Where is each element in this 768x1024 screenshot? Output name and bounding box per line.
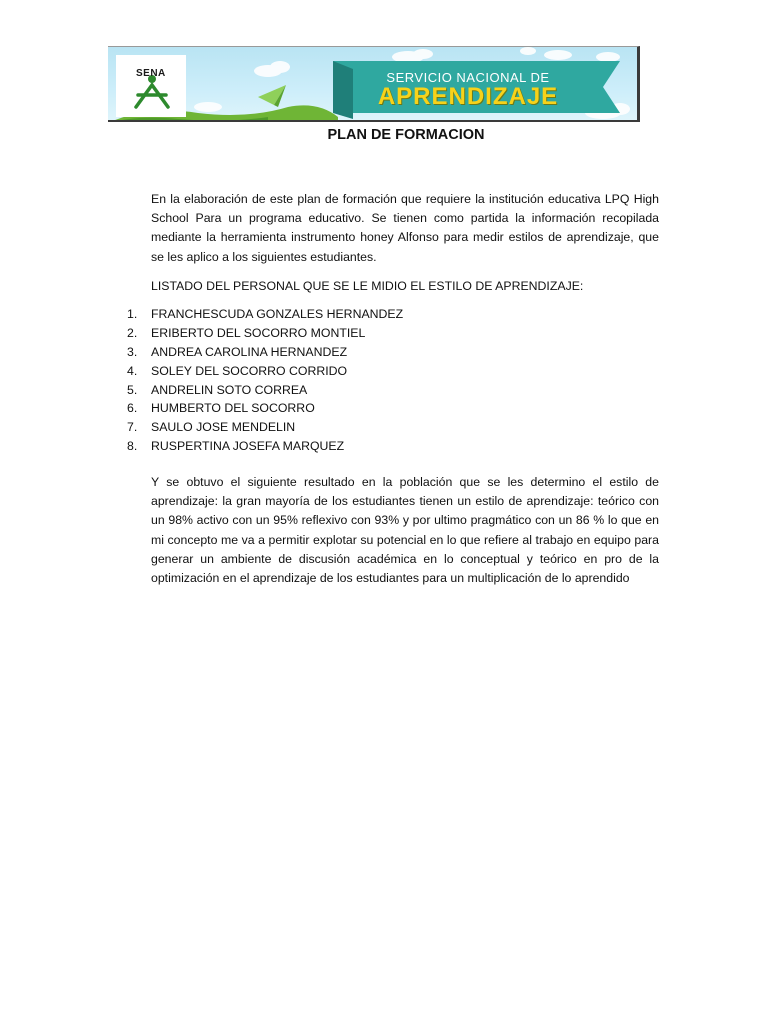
list-item	[127, 418, 403, 437]
list-item-number: 7.	[127, 420, 138, 435]
list-item-number: 2.	[127, 325, 138, 340]
intro-paragraph: En la elaboración de este plan de formación que requiere la institución educativa LPQ High School Para un programa educativo. Se tienen como partida la información recopilada mediante la herramienta instrumento honey Alfonso para medir estilos de aprendizaje, que se les aplico a los siguientes estudiantes.	[151, 192, 659, 264]
sena-banner	[108, 46, 640, 122]
student-name: FRANCHESCUDA GONZALES HERNANDEZ	[151, 307, 404, 321]
list-item	[127, 324, 403, 343]
list-item	[127, 399, 403, 418]
student-list	[127, 305, 403, 456]
list-item	[127, 305, 403, 324]
list-item	[127, 343, 403, 362]
list-item-number: 1.	[127, 307, 138, 321]
student-name: SAULO JOSE MENDELIN	[151, 420, 296, 435]
student-name: SOLEY DEL SOCORRO CORRIDO	[151, 363, 348, 378]
student-name: ANDRELIN SOTO CORREA	[151, 382, 308, 397]
list-item-number: 8.	[127, 439, 138, 454]
list-item-number: 3.	[127, 344, 138, 359]
list-item	[127, 437, 403, 456]
list-item	[127, 362, 403, 381]
list-heading: LISTADO DEL PERSONAL QUE SE LE MIDIO EL ESTILO DE APRENDIZAJE:	[151, 279, 584, 293]
list-item-number: 4.	[127, 363, 138, 378]
list-item	[127, 381, 403, 400]
student-name: HUMBERTO DEL SOCORRO	[151, 401, 315, 416]
document-title: PLAN DE FORMACION	[327, 127, 485, 143]
sena-logo-text: SENA	[136, 68, 166, 79]
banner-title-line1: SERVICIO NACIONAL DE	[386, 70, 550, 85]
student-name: ANDREA CAROLINA HERNANDEZ	[151, 344, 348, 359]
results-paragraph: Y se obtuvo el siguiente resultado en la población que se les determino el estilo de aprendizaje: la gran mayoría de los estudiantes tienen un estilo de aprendizaje: teórico con un 98% activo con un 95% reflexivo con 93% y por ultimo pragmático con un 86 % lo que en mi concepto me va a permitir explotar su potencial en lo que refiere al trabajo en equipo para generar un ambiente de discusión académica en lo conceptual y teórico en pro de la optimización en el aprendizaje de los estudiantes para un multiplicación de lo aprendido	[151, 475, 659, 586]
student-name: RUSPERTINA JOSEFA MARQUEZ	[151, 439, 345, 454]
banner-title-line2: APRENDIZAJE	[377, 83, 559, 110]
student-name: ERIBERTO DEL SOCORRO MONTIEL	[151, 325, 366, 340]
list-item-number: 6.	[127, 401, 138, 416]
list-item-number: 5.	[127, 382, 138, 397]
